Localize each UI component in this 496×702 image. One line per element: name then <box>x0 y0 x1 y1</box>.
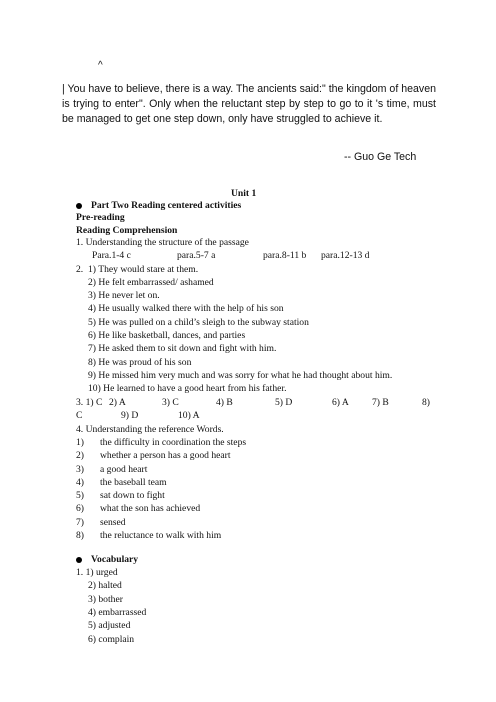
q4-number: 3) <box>76 464 84 475</box>
q3-answer: 6) A <box>332 397 349 408</box>
caret-mark: ^ <box>98 60 103 71</box>
q4-answer: what the son has achieved <box>100 503 201 514</box>
q4-answer: the difficulty in coordination the steps <box>100 437 247 448</box>
q4-title: 4. Understanding the reference Words. <box>76 424 224 435</box>
q3-answer: 8) <box>422 397 430 408</box>
quote-signature: -- Guo Ge Tech <box>344 151 417 163</box>
q2-answer: 2) He felt embarrassed/ ashamed <box>88 277 214 288</box>
q3-answer: 3) C <box>162 397 179 408</box>
q4-number: 2) <box>76 450 84 461</box>
q3-answer: 3. 1) C <box>76 397 103 408</box>
vocabulary-heading: Vocabulary <box>91 554 139 565</box>
q2-number: 2. <box>76 264 84 275</box>
q2-answer: 1) They would stare at them. <box>88 264 199 275</box>
q4-number: 5) <box>76 490 84 501</box>
q3-answer: C <box>76 410 83 421</box>
q3-answer: 9) D <box>121 410 139 421</box>
pre-reading-heading: Pre-reading <box>76 212 125 223</box>
q1-item: para.5-7 a <box>177 250 216 261</box>
bullet-icon <box>76 203 82 209</box>
vocab-answer: 5) adjusted <box>88 620 131 631</box>
q4-answer: sensed <box>100 517 126 528</box>
reading-comprehension-heading: Reading Comprehension <box>76 225 178 236</box>
q2-answer: 9) He missed him very much and was sorry for what he had thought about him. <box>88 370 393 381</box>
q4-answer: a good heart <box>100 464 148 475</box>
part-two-heading: Part Two Reading centered activities <box>91 200 242 211</box>
q3-answer: 10) A <box>178 410 200 421</box>
q3-answer: 5) D <box>275 397 293 408</box>
q3-answer: 2) A <box>109 397 126 408</box>
q2-answer: 3) He never let on. <box>88 290 160 301</box>
q4-answer: the reluctance to walk with him <box>100 530 222 541</box>
q4-answer: whether a person has a good heart <box>100 450 231 461</box>
vocab-answer: 1. 1) urged <box>76 567 118 578</box>
q2-answer: 10) He learned to have a good heart from his father. <box>88 383 287 394</box>
q1-title: 1. Understanding the structure of the passage <box>76 237 249 248</box>
vocab-answer: 4) embarrassed <box>88 607 147 618</box>
q4-number: 8) <box>76 530 84 541</box>
q4-number: 7) <box>76 517 84 528</box>
q4-number: 6) <box>76 503 84 514</box>
q2-answer: 8) He was proud of his son <box>88 357 192 368</box>
q2-answer: 4) He usually walked there with the help of his son <box>88 303 284 314</box>
vocab-answer: 3) bother <box>88 594 123 605</box>
q4-number: 4) <box>76 477 84 488</box>
header-quote: | You have to believe, there is a way. The ancients said:" the kingdom of heaven is trying to enter". Only when the reluctant step by step to go to it 's time, must be managed to get one step down, only have struggled to achieve it. <box>62 83 436 125</box>
q1-item: Para.1-4 c <box>92 250 131 261</box>
q2-answer: 7) He asked them to sit down and fight with him. <box>88 343 277 354</box>
q2-answer: 6) He like basketball, dances, and parties <box>88 330 246 341</box>
q1-item: para.8-11 b <box>263 250 307 261</box>
vocab-answer: 2) halted <box>88 580 122 591</box>
q4-number: 1) <box>76 437 84 448</box>
q2-answer: 5) He was pulled on a child’s sleigh to the subway station <box>88 317 309 328</box>
unit-title: Unit 1 <box>231 188 257 199</box>
vocab-answer: 6) complain <box>88 634 135 645</box>
bullet-icon <box>76 557 82 563</box>
q4-answer: sat down to fight <box>100 490 165 501</box>
q3-answer: 4) B <box>216 397 233 408</box>
q3-answer: 7) B <box>372 397 389 408</box>
q1-item: para.12-13 d <box>321 250 370 261</box>
q4-answer: the baseball team <box>100 477 167 488</box>
